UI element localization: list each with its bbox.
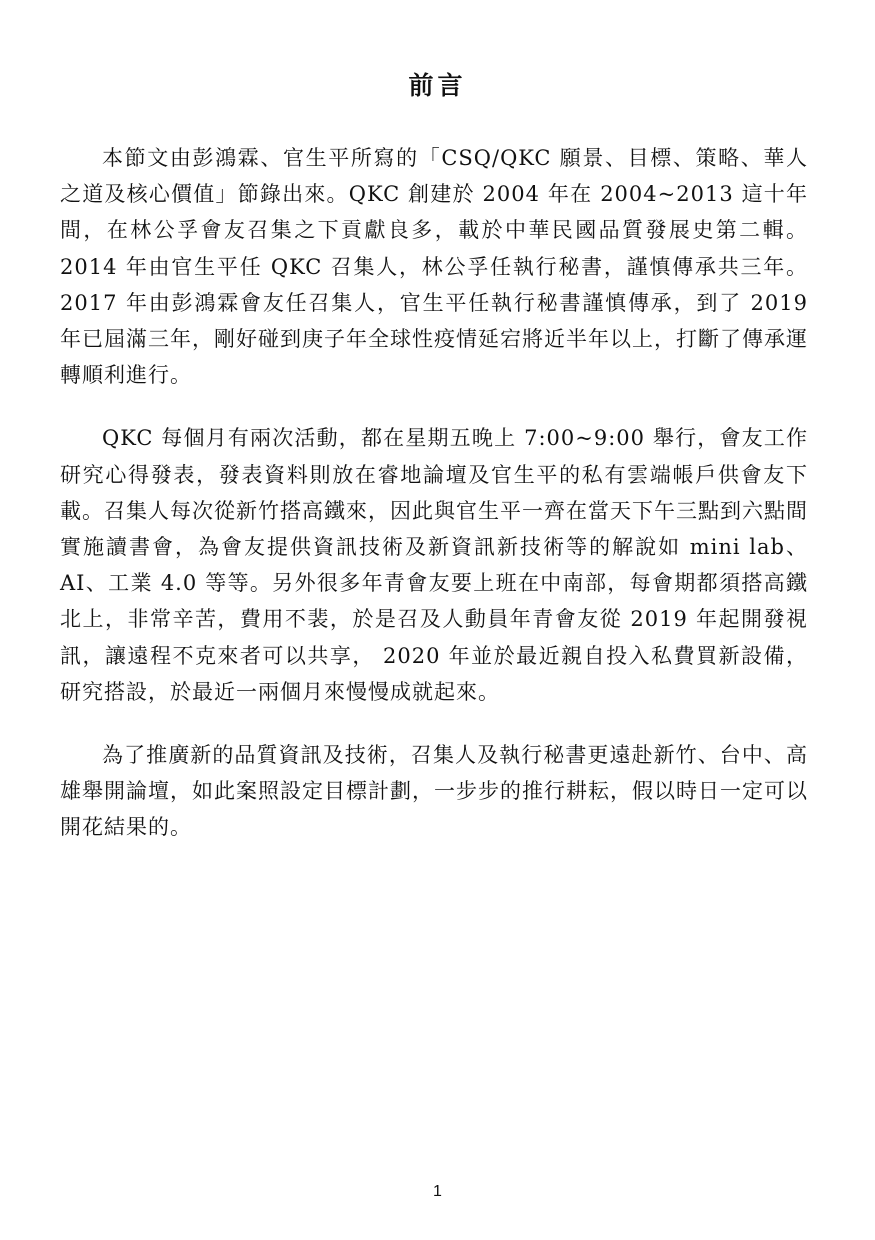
page-number: 1: [433, 1183, 442, 1200]
paragraph-1: 本節文由彭鴻霖、官生平所寫的「CSQ/QKC 願景、目標、策略、華人之道及核心價值」節錄出來。QKC 創建於 2004 年在 2004~2013 這十年間，在林公孚會友召集之下貢獻良多，載於中華民國品質發展史第二輯。2014 年由官生平任 QKC 召集人，林公孚任執行秘書，謹慎傳承共三年。2017 年由彭鴻霖會友任召集人，官生平任執行秘書謹慎傳承，到了 2019 年已屆滿三年，剛好碰到庚子年全球性疫情延宕將近半年以上，打斷了傳承運轉順利進行。: [60, 146, 808, 388]
body-text: [60, 140, 808, 873]
paragraph-3: 為了推廣新的品質資訊及技術，召集人及執行秘書更遠赴新竹、台中、高雄舉開論壇，如此案照設定目標計劃，一步步的推行耕耘，假以時日一定可以開花結果的。: [60, 743, 808, 840]
paragraph-2: QKC 每個月有兩次活動，都在星期五晚上 7:00~9:00 舉行，會友工作研究心得發表，發表資料則放在睿地論壇及官生平的私有雲端帳戶供會友下載。召集人每次從新竹搭高鐵來，因此與官生平一齊在當天下午三點到六點間實施讀書會，為會友提供資訊技術及新資訊新技術等的解說如 mini lab、AI、工業 4.0 等等。另外很多年青會友要上班在中南部，每會期都須搭高鐵北上，非常辛苦，費用不裴，於是召及人動員年青會友從 2019 年起開發視訊，讓遠程不克來者可以共享， 2020 年並於最近親自投入私費買新設備，研究搭設，於最近一兩個月來慢慢成就起來。: [60, 426, 808, 704]
page-title: 前言: [408, 71, 467, 100]
